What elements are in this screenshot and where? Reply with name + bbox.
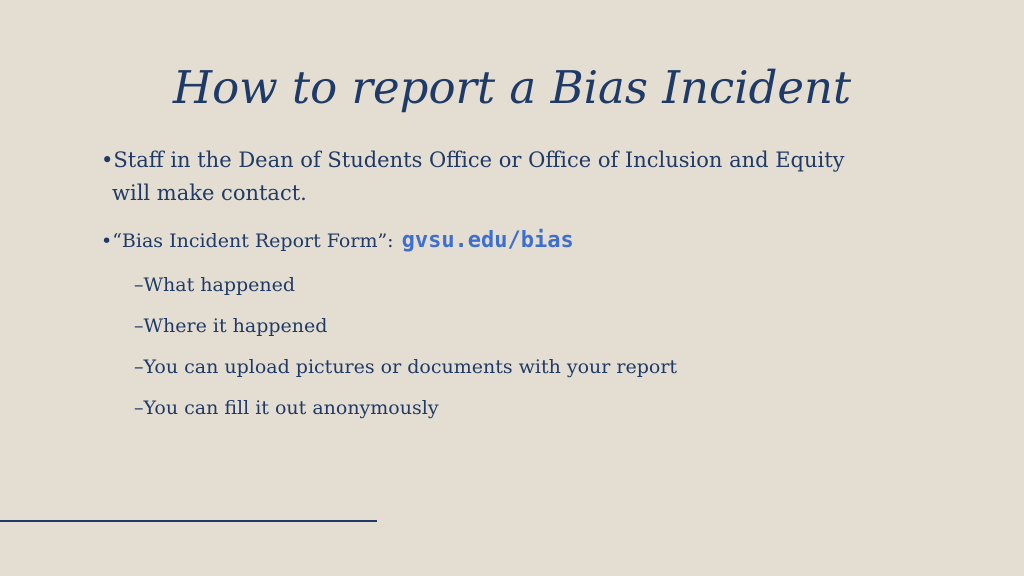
sub-item-upload: –You can upload pictures or documents with your report: [134, 356, 678, 378]
bullet-marker: •: [101, 230, 113, 252]
slide-title: How to report a Bias Incident: [172, 61, 852, 114]
sub-item-what-happened: –What happened: [134, 274, 296, 296]
bullet-marker: •: [101, 148, 114, 172]
bullet-item-report-form: [101, 225, 574, 257]
sub-item-anonymous: –You can fill it out anonymously: [134, 397, 439, 419]
sub-item-where-happened: –Where it happened: [134, 315, 328, 337]
bullet-text: “Bias Incident Report Form”:: [112, 230, 394, 252]
bullet-text-line2: will make contact.: [112, 181, 307, 205]
footer-divider-line: [0, 520, 377, 522]
bullet-item-contact: [101, 144, 921, 210]
report-form-link[interactable]: gvsu.edu/bias: [401, 228, 574, 253]
bullet-text-line1: Staff in the Dean of Students Office or Office of Inclusion and Equity: [113, 148, 845, 172]
